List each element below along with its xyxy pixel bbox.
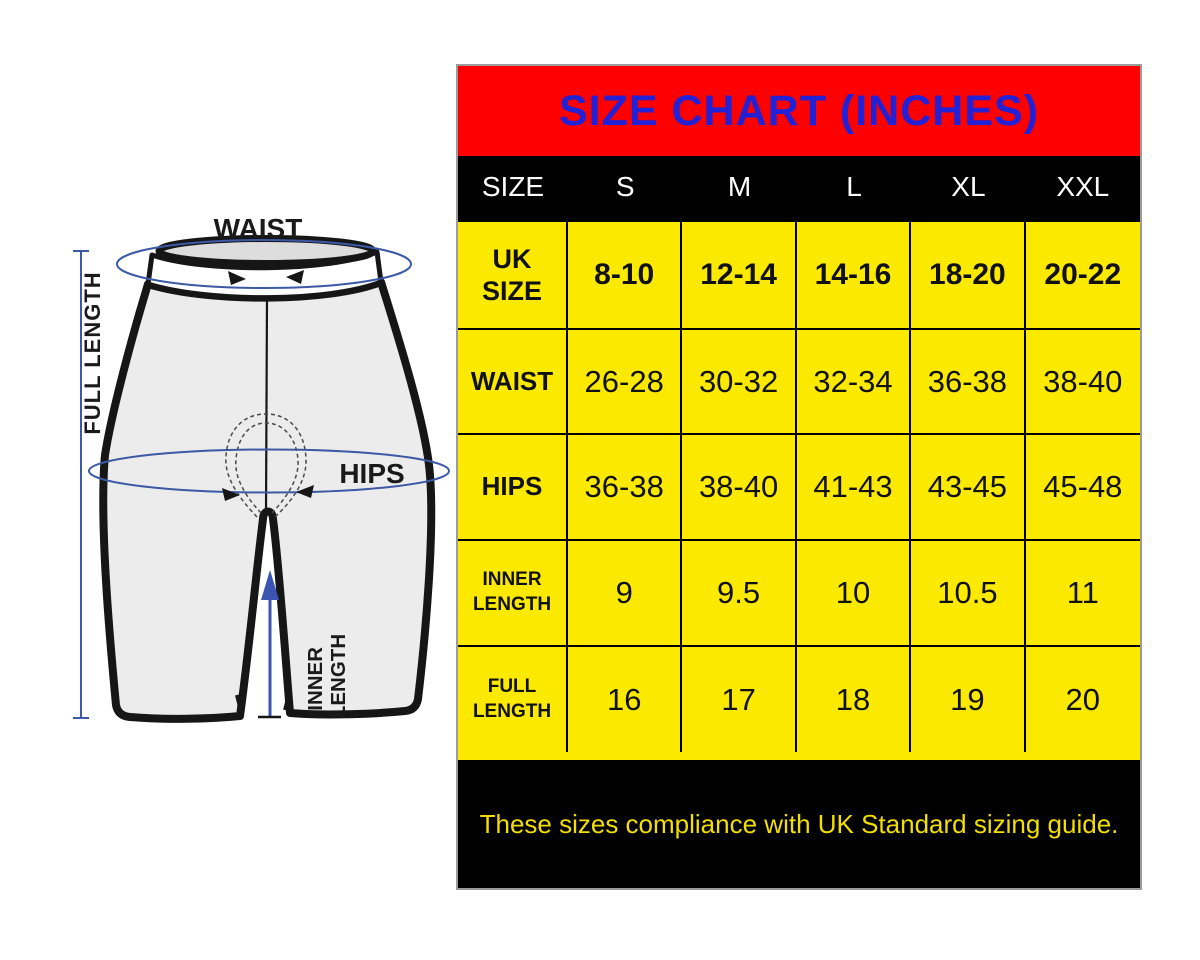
size-value-cell: 32-34 xyxy=(797,330,911,435)
size-column-header: L xyxy=(846,171,862,202)
size-value-cell: 20-22 xyxy=(1026,222,1140,330)
size-header-row xyxy=(458,156,1140,218)
size-value-cell: 38-40 xyxy=(1026,330,1140,435)
size-value-cell: 10 xyxy=(797,541,911,647)
table-row xyxy=(458,435,1140,541)
full-length-label: FULL LENGTH xyxy=(80,271,105,435)
table-row xyxy=(458,330,1140,435)
waist-label: WAIST xyxy=(213,213,303,244)
size-value-cell: 45-48 xyxy=(1026,435,1140,541)
size-value-cell: 20 xyxy=(1065,681,1101,717)
size-column-header: S xyxy=(615,171,635,202)
size-value-cell: 10.5 xyxy=(911,541,1025,647)
size-chart-title: SIZE CHART (INCHES) xyxy=(558,86,1040,135)
size-column-header: XXL xyxy=(1056,171,1110,202)
size-value-cell: 8-10 xyxy=(568,222,682,330)
size-header-label: SIZE xyxy=(481,171,545,202)
size-value-cell: 19 xyxy=(911,647,1025,752)
size-value-cell: 18 xyxy=(797,647,911,752)
inner-length-label xyxy=(304,634,350,718)
table-row xyxy=(458,541,1140,647)
size-value-cell: 11 xyxy=(1026,541,1140,647)
size-value-cell: 41-43 xyxy=(797,435,911,541)
inner-length-label-line1: INNER xyxy=(304,646,327,711)
size-value-cell: 9.5 xyxy=(682,541,796,647)
size-value-cell: 9 xyxy=(568,541,682,647)
center-seam xyxy=(266,297,267,512)
row-label: INNER LENGTH xyxy=(458,541,568,647)
size-value-cell: 43-45 xyxy=(911,435,1025,541)
size-value-cell: 18-20 xyxy=(911,222,1025,330)
inner-length-label-line2: LENGTH xyxy=(327,633,350,719)
size-column-header: M xyxy=(727,171,752,202)
row-label: FULL LENGTH xyxy=(458,647,568,752)
size-column-header: XL xyxy=(951,171,986,202)
row-label: UK SIZE xyxy=(458,222,568,330)
size-value-cell: 38-40 xyxy=(682,435,796,541)
compliance-note: These sizes compliance with UK Standard sizing guide. xyxy=(479,808,1119,839)
size-value-cell: 26-28 xyxy=(568,330,682,435)
size-value-cell: 16 xyxy=(568,647,682,752)
size-chart-table xyxy=(456,64,1142,890)
shorts-measurement-diagram xyxy=(0,0,460,960)
size-value-cell: 12-14 xyxy=(682,222,796,330)
table-row xyxy=(458,222,1140,330)
compliance-note-bar xyxy=(458,760,1140,888)
row-label: HIPS xyxy=(458,435,568,541)
row-label: WAIST xyxy=(458,330,568,435)
table-row xyxy=(458,647,1140,752)
size-value-cell: 30-32 xyxy=(682,330,796,435)
size-chart-title-bar xyxy=(458,66,1140,156)
size-value-cell: 17 xyxy=(682,647,796,752)
size-value-cell: 36-38 xyxy=(911,330,1025,435)
hips-label: HIPS xyxy=(339,458,405,489)
size-value-cell: 36-38 xyxy=(568,435,682,541)
size-value-cell: 14-16 xyxy=(797,222,911,330)
size-table-body xyxy=(458,218,1140,760)
